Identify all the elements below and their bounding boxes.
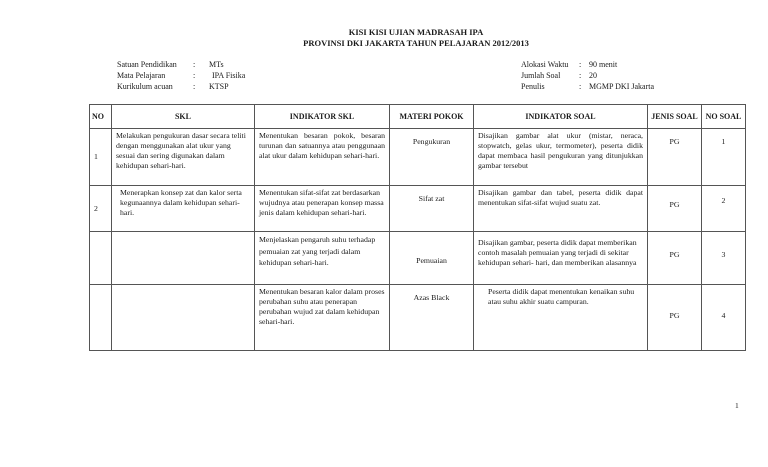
cell-indikator-skl: Menjelaskan pengaruh suhu terhadap pemuaian zat yang terjadi dalam kehidupan sehari-hari. (255, 232, 390, 285)
cell-skl (112, 285, 255, 351)
cell-no-soal: 3 (702, 232, 746, 285)
cell-skl: Melakukan pengukuran dasar secara teliti dengan menggunakan alat ukur yang sesuai dan sering digunakan dalam kehidupan sehari-hari. (112, 129, 255, 186)
cell-no-soal: 1 (702, 129, 746, 186)
cell-jenis: PG (648, 232, 702, 285)
info-row (521, 81, 654, 92)
info-sep: : (579, 71, 582, 80)
info-sep: : (579, 60, 582, 69)
cell-materi: Sifat zat (390, 186, 474, 232)
cell-indikator-soal: Disajikan gambar dan tabel, peserta didik dapat menentukan sifat-sifat wujud suatu zat. (474, 186, 648, 232)
info-value: 20 (589, 71, 597, 80)
table-row (90, 285, 746, 351)
header-indikator-skl: INDIKATOR SKL (255, 105, 390, 129)
table-row (90, 232, 746, 285)
info-label: Kurikulum acuan (117, 82, 173, 91)
info-label: Satuan Pendidikan (117, 60, 177, 69)
cell-indikator-soal: Peserta didik dapat menentukan kenaikan suhu atau suhu akhir suatu campuran. (474, 285, 648, 351)
cell-skl (112, 232, 255, 285)
header-indikator-soal: INDIKATOR SOAL (474, 105, 648, 129)
header-materi-pokok: MATERI POKOK (390, 105, 474, 129)
table-header-row (90, 105, 746, 129)
info-sep: : (579, 82, 582, 91)
info-row (521, 59, 654, 70)
info-label: Penulis (521, 82, 545, 91)
info-sep: : (193, 60, 196, 69)
info-row (117, 59, 245, 70)
cell-indikator-skl: Menentukan besaran kalor dalam proses perubahan suhu atau penerapan perubahan wujud zat dalam kehidupan sehari-hari. (255, 285, 390, 351)
cell-no (90, 232, 112, 285)
cell-indikator-skl: Menentukan besaran pokok, besaran turunan dan satuannya atau penggunaan alat ukur dalam kehidupan sehari-hari. (255, 129, 390, 186)
info-right (521, 59, 654, 92)
header-no: NO (90, 105, 112, 129)
info-label: Mata Pelajaran (117, 71, 166, 80)
cell-no-soal: 4 (702, 285, 746, 351)
info-row (521, 70, 654, 81)
table-row (90, 186, 746, 232)
cell-no: 2 (90, 186, 112, 232)
cell-no: 1 (90, 129, 112, 186)
info-value: IPA Fisika (212, 71, 246, 80)
cell-jenis: PG (648, 186, 702, 232)
kisi-kisi-table (89, 104, 746, 351)
header-skl: SKL (112, 105, 255, 129)
info-left (117, 59, 245, 92)
cell-materi: Pemuaian (390, 232, 474, 285)
info-value: MGMP DKI Jakarta (589, 82, 655, 91)
cell-jenis: PG (648, 129, 702, 186)
info-value: KTSP (209, 82, 229, 91)
cell-materi: Azas Black (390, 285, 474, 351)
info-row (117, 81, 245, 92)
cell-skl: Menerapkan konsep zat dan kalor serta kegunaannya dalam kehidupan sehari-hari. (112, 186, 255, 232)
document-title: KISI KISI UJIAN MADRASAH IPA (348, 27, 484, 37)
cell-materi: Pengukuran (390, 129, 474, 186)
info-sep: : (193, 82, 196, 91)
info-label: Alokasi Waktu (521, 60, 569, 69)
header-no-soal: NO SOAL (702, 105, 746, 129)
info-row (117, 70, 245, 81)
cell-indikator-skl: Menentukan sifat-sifat zat berdasarkan wujudnya atau penerapan konsep massa jenis dalam kehidupan sehari-hari. (255, 186, 390, 232)
cell-indikator-soal: Disajikan gambar alat ukur (mistar, neraca, stopwatch, gelas ukur, termometer), peserta didik dapat membaca hasil pengukuran yang ditunjukkan gambar tersebut (474, 129, 648, 186)
cell-no (90, 285, 112, 351)
info-label: Jumlah Soal (521, 71, 561, 80)
header-jenis-soal: JENIS SOAL (648, 105, 702, 129)
cell-no-soal: 2 (702, 186, 746, 232)
info-value: 90 menit (589, 60, 618, 69)
info-sep: : (193, 71, 196, 80)
page-number: 1 (735, 401, 739, 410)
document-subtitle: PROVINSI DKI JAKARTA TAHUN PELAJARAN 2012/2013 (303, 38, 529, 48)
table-row (90, 129, 746, 186)
cell-indikator-soal: Disajikan gambar, peserta didik dapat memberikan contoh masalah pemuaian yang terjadi di sekitar kehidupan sehari- hari, dan memberikan alasannya (474, 232, 648, 285)
info-value: MTs (209, 60, 224, 69)
cell-jenis: PG (648, 285, 702, 351)
